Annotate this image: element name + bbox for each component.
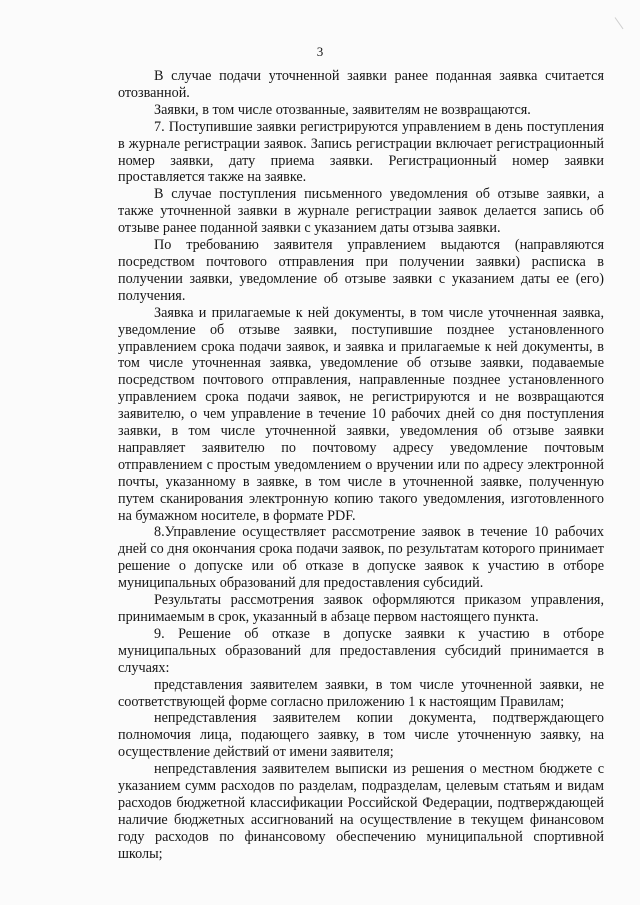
paragraph-refusal-case-form: представления заявителем заявки, в том числе уточненной заявки, не соответствующей форме согласно приложению 1 к настоящим Правилам; (118, 676, 604, 710)
document-body (118, 68, 604, 863)
paragraph-receipt-on-request: По требованию заявителя управлением выдаются (направляются посредством почтового отправления при получении заявки) расписка в получении заявки, уведомление об отзыве заявки с указанием даты ее (его) получения. (118, 237, 604, 304)
paragraph-not-returned: Заявки, в том числе отозванные, заявителям не возвращаются. (154, 101, 531, 118)
paragraph-refusal-case-authority: непредставления заявителем копии документа, подтверждающего полномочия лица, подающего заявку, в том числе уточненную заявку, на осуществление действий от имени заявителя; (118, 710, 604, 761)
paragraph-item-8-review: 8.Управление осуществляет рассмотрение заявок в течение 10 рабочих дней со дня окончания срока подачи заявок, по результатам которого принимает решение о допуске или об отказе в допуске заявок к участию в отборе муниципальных образований для предоставления субсидий. (118, 524, 604, 592)
paragraph-item-9-refusal: 9. Решение об отказе в допуске заявки к участию в отборе муниципальных образований для предоставления субсидий принимается в случаях: (118, 625, 604, 676)
scan-artifact (615, 0, 640, 29)
paragraph-refusal-case-budget: непредставления заявителем выписки из решения о местном бюджете с указанием сумм расходов по разделам, подразделам, целевым статьям и видам расходов бюджетной классификации Российской Федерации, подтверждающей наличие бюджетных ассигнований на осуществление в текущем финансовом году расходов по финансовому обеспечению муниципальной спортивной школы; (118, 761, 604, 862)
page-number: 3 (316, 44, 324, 59)
paragraph-review-results: Результаты рассмотрения заявок оформляются приказом управления, принимаемым в срок, указанный в абзаце первом настоящего пункта. (118, 592, 604, 625)
paragraph-item-7-registration: 7. Поступившие заявки регистрируются управлением в день поступления в журнале регистрации заявок. Запись регистрации включает регистрационный номер заявки, дату приема заявки. Регистрационный номер заявки проставляется также на заявке. (118, 118, 604, 186)
paragraph-withdrawn-on-update: В случае подачи уточненной заявки ранее поданная заявка считается отозванной. (118, 68, 604, 101)
paragraph-late-applications: Заявка и прилагаемые к ней документы, в том числе уточненная заявка, уведомление об отзыве заявки, поступившие позднее установленного управлением срока подачи заявок, и заявка и прилагаемые к ней документы, в том числе уточненная заявка, уведомление об отзыве заявки, подаваемые посредством почтового отправления, направленные позднее установленного управлением срока подачи заявок, не регистрируются и не возвращаются заявителю, о чем управление в течение 10 рабочих дней со дня поступления заявки, в том числе уточненной заявки, уведомления об отзыве заявки направляет заявителю по почтовому адресу уведомление почтовым отправлением с простым уведомлением о вручении или по адресу электронной почты, указанному в заявке, в том числе в уточненной заявке, полученную путем сканирования электронную копию такого уведомления, изготовленного на бумажном носителе, в формате PDF. (118, 304, 604, 524)
paragraph-withdrawal-notice: В случае поступления письменного уведомления об отзыве заявки, а также уточненной заявки в журнале регистрации заявок делается запись об отзыве ранее поданной заявки с указанием даты отзыва заявки. (118, 186, 604, 237)
